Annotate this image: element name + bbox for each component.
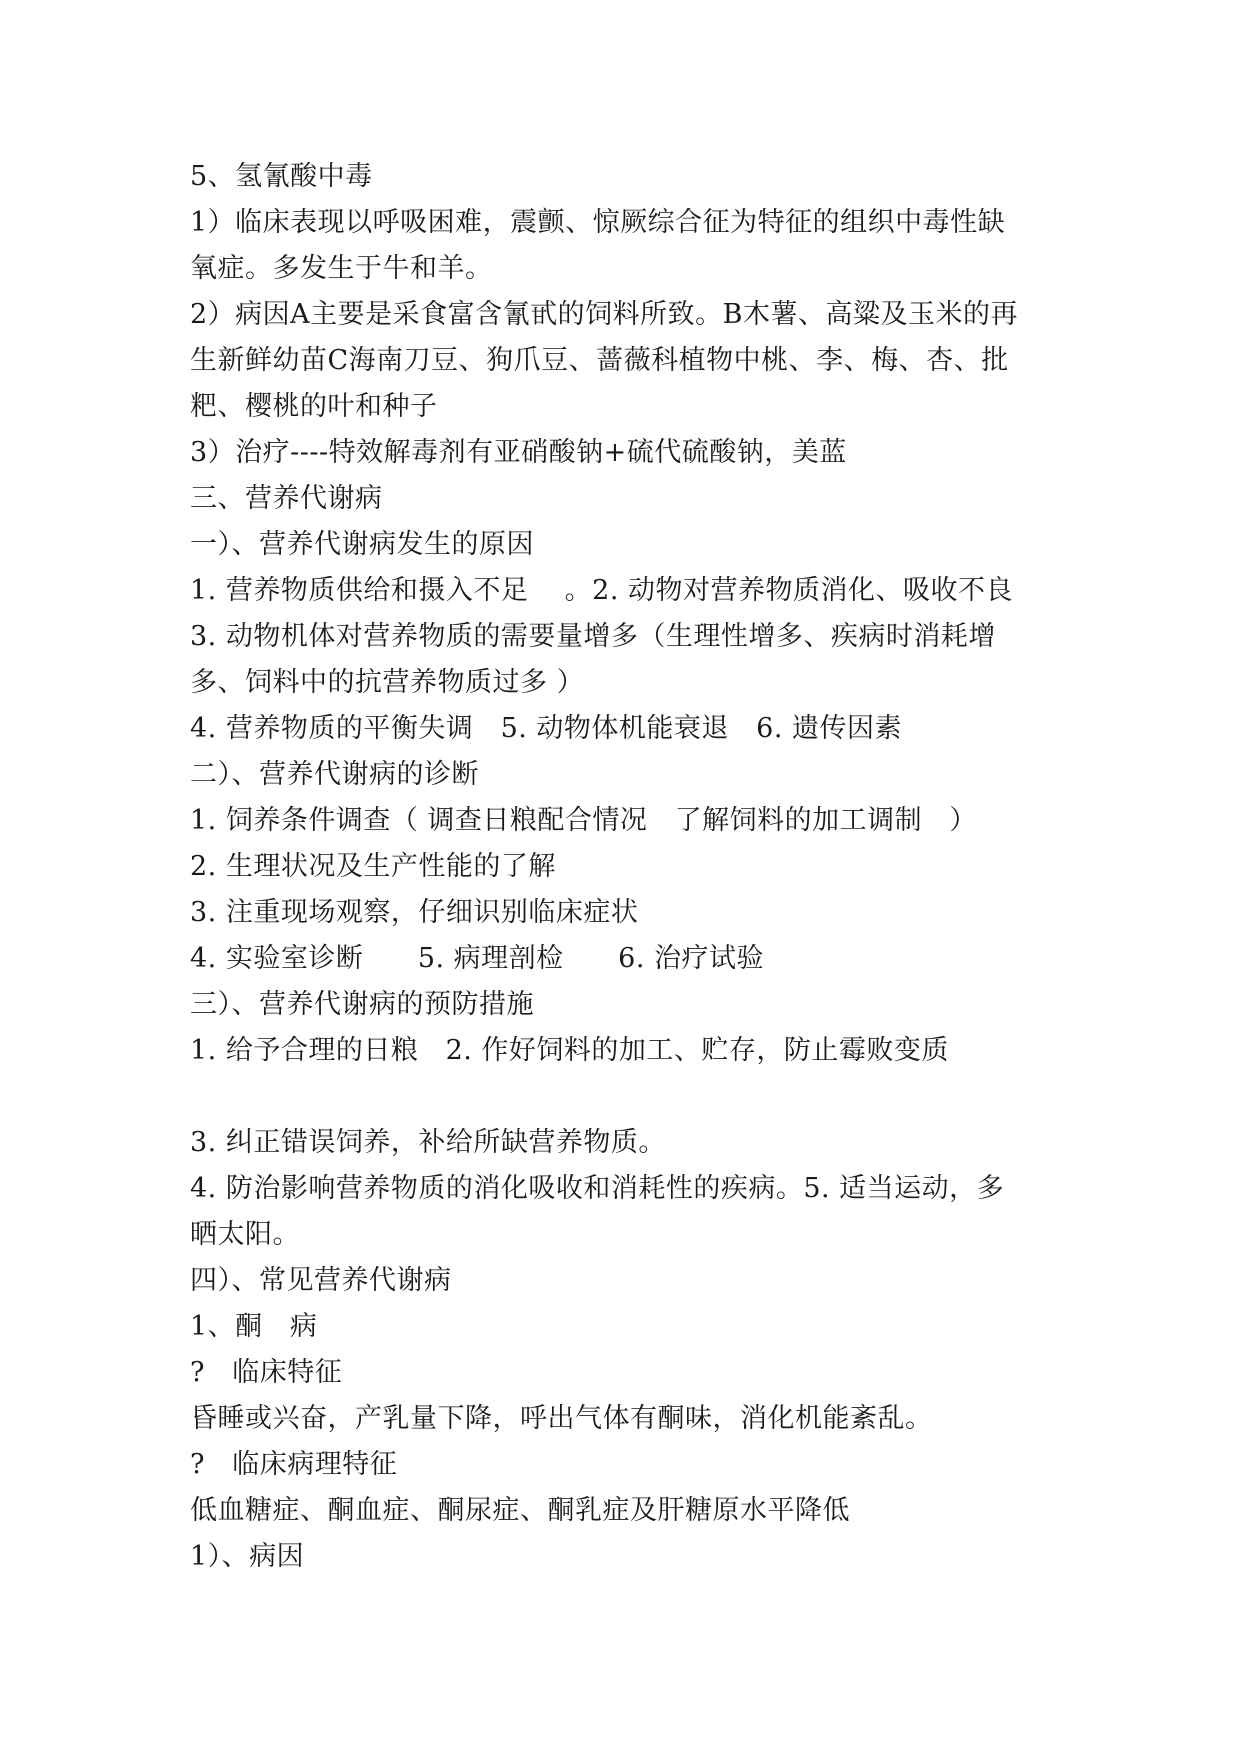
text-line: 昏睡或兴奋，产乳量下降，呼出气体有酮味，消化机能紊乱。 — [190, 1403, 933, 1434]
text-line: 1. 给予合理的日粮 2. 作好饲料的加工、贮存，防止霉败变质 — [190, 1035, 949, 1066]
text-line: 1. 饲养条件调查（ 调查日粮配合情况 了解饲料的加工调制 ） — [190, 805, 977, 836]
subsection-heading: 四）、常见营养代谢病 — [190, 1265, 452, 1296]
text-line: 氧症。多发生于牛和羊。 — [190, 253, 493, 284]
text-line: 多、饲料中的抗营养物质过多 ） — [190, 667, 585, 698]
text-line: 3）治疗----特效解毒剂有亚硝酸钠+硫代硫酸钠，美蓝 — [190, 437, 847, 468]
text-line: 1）、病因 — [190, 1541, 305, 1572]
bullet-heading: ? 临床病理特征 — [190, 1449, 398, 1480]
text-line: 粑、樱桃的叶和种子 — [190, 391, 438, 422]
text-line: 2）病因A主要是采食富含氰甙的饲料所致。B木薯、高粱及玉米的再 — [190, 299, 1019, 330]
section-heading: 三、营养代谢病 — [190, 483, 383, 514]
text-line: 低血糖症、酮血症、酮尿症、酮乳症及肝糖原水平降低 — [190, 1495, 850, 1526]
subsection-heading: 三）、营养代谢病的预防措施 — [190, 989, 534, 1020]
text-line: 3. 注重现场观察，仔细识别临床症状 — [190, 897, 639, 928]
text-line: 1. 营养物质供给和摄入不足 。2. 动物对营养物质消化、吸收不良 — [190, 575, 1014, 606]
document-body — [190, 154, 1070, 1580]
subsection-heading: 一）、营养代谢病发生的原因 — [190, 529, 534, 560]
topic-heading: 1、酮 病 — [190, 1311, 318, 1342]
text-line: 生新鲜幼苗C海南刀豆、狗爪豆、蔷薇科植物中桃、李、梅、杏、批 — [190, 345, 1009, 376]
text-line: 3. 动物机体对营养物质的需要量增多（生理性增多、疾病时消耗增 — [190, 621, 996, 652]
text-line: 4. 实验室诊断 5. 病理剖检 6. 治疗试验 — [190, 943, 765, 974]
blank-line — [190, 1074, 1070, 1120]
subsection-heading: 二）、营养代谢病的诊断 — [190, 759, 479, 790]
text-line: 2. 生理状况及生产性能的了解 — [190, 851, 556, 882]
text-line: 4. 防治影响营养物质的消化吸收和消耗性的疾病。5. 适当运动，多 — [190, 1173, 1005, 1204]
text-line: 1）临床表现以呼吸困难，震颤、惊厥综合征为特征的组织中毒性缺 — [190, 207, 1006, 238]
text-line: 3. 纠正错误饲养，补给所缺营养物质。 — [190, 1127, 666, 1158]
section-heading: 5、氢氰酸中毒 — [190, 161, 373, 192]
text-line: 晒太阳。 — [190, 1219, 300, 1250]
bullet-heading: ? 临床特征 — [190, 1357, 343, 1388]
text-line: 4. 营养物质的平衡失调 5. 动物体机能衰退 6. 遗传因素 — [190, 713, 903, 744]
